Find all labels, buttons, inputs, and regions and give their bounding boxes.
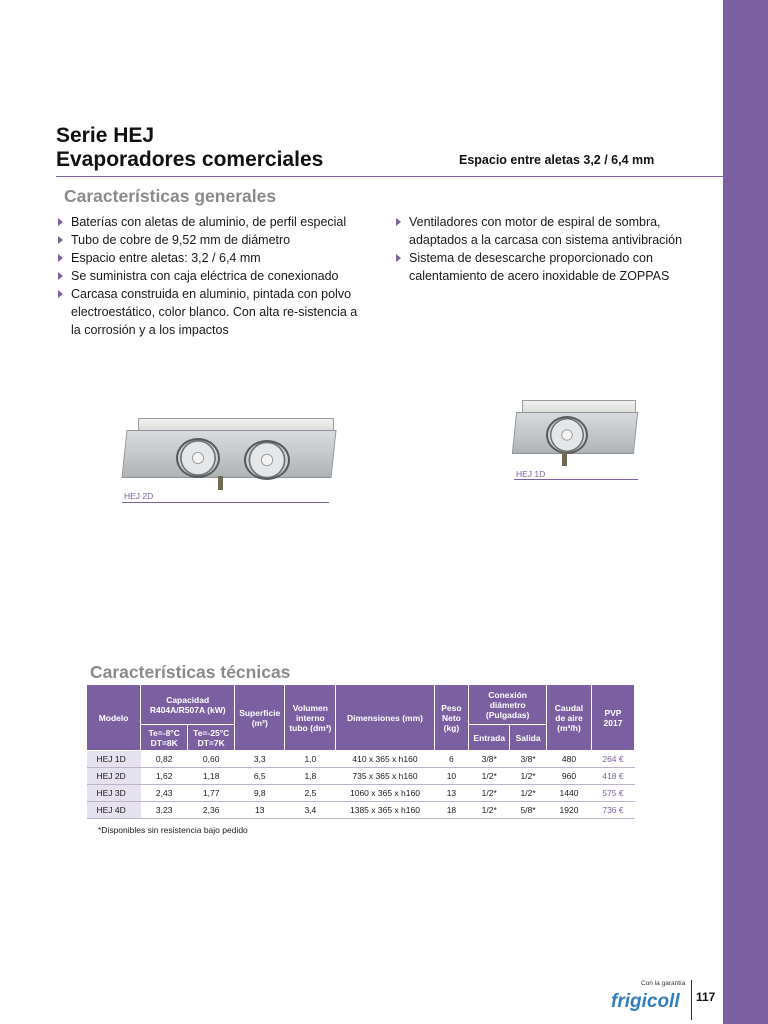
feature-item [56, 285, 366, 339]
frigicoll-logo [609, 984, 687, 1014]
feature-text: Se suministra con caja eléctrica de conexionado [71, 269, 339, 283]
cell-superficie: 13 [235, 802, 285, 819]
cell-peso: 18 [434, 802, 469, 819]
fin-spacing-subtitle: Espacio entre aletas 3,2 / 6,4 mm [459, 153, 655, 167]
cell-te25: 0,60 [188, 751, 235, 768]
cell-entrada: 1/2* [469, 802, 510, 819]
features-list-left [56, 213, 366, 339]
fan-icon [244, 440, 290, 480]
cell-salida: 3/8* [510, 751, 547, 768]
product-caption-hej-1d: HEJ 1D [516, 469, 546, 479]
cell-pvp: 418 € [591, 768, 634, 785]
feature-item [56, 231, 366, 249]
triangle-bullet-icon [396, 218, 401, 226]
feature-item [56, 267, 366, 285]
table-footnote: *Disponibles sin resistencia bajo pedido [98, 825, 248, 835]
cell-volumen: 3,4 [285, 802, 336, 819]
cell-caudal: 480 [546, 751, 591, 768]
cell-te25: 1,18 [188, 768, 235, 785]
page-title-series: Serie HEJ [56, 124, 155, 147]
header-conexion: Conexión diámetro (Pulgadas) [469, 685, 547, 725]
cell-pvp: 575 € [591, 785, 634, 802]
feature-text: Espacio entre aletas: 3,2 / 6,4 mm [71, 251, 261, 265]
cell-caudal: 1440 [546, 785, 591, 802]
feature-item [394, 213, 714, 249]
cell-modelo: HEJ 1D [87, 751, 141, 768]
cell-te8: 2,43 [141, 785, 188, 802]
cell-caudal: 960 [546, 768, 591, 785]
cell-dimensiones: 735 x 365 x h160 [336, 768, 434, 785]
page-title-product: Evaporadores comerciales [56, 148, 324, 171]
cell-modelo: HEJ 2D [87, 768, 141, 785]
header-volumen: Volumen interno tubo (dm³) [285, 685, 336, 751]
cell-dimensiones: 410 x 365 x h160 [336, 751, 434, 768]
cell-superficie: 9,8 [235, 785, 285, 802]
table-row [87, 802, 635, 819]
feature-text: Ventiladores con motor de espiral de sombra, adaptados a la carcasa con sistema antivibración [409, 215, 683, 247]
cell-te25: 1,77 [188, 785, 235, 802]
feature-item [56, 213, 366, 231]
cell-modelo: HEJ 3D [87, 785, 141, 802]
cell-volumen: 1,0 [285, 751, 336, 768]
cell-te8: 0,82 [141, 751, 188, 768]
triangle-bullet-icon [58, 272, 63, 280]
technical-specs-table [86, 684, 635, 819]
table-row [87, 751, 635, 768]
triangle-bullet-icon [396, 254, 401, 262]
feature-text: Tubo de cobre de 9,52 mm de diámetro [71, 233, 291, 247]
side-color-band [723, 0, 768, 1024]
triangle-bullet-icon [58, 290, 63, 298]
brand-logo-text: frigicoll [611, 991, 680, 1012]
cell-peso: 6 [434, 751, 469, 768]
header-entrada: Entrada [469, 725, 510, 751]
triangle-bullet-icon [58, 236, 63, 244]
drain-pipe [562, 452, 567, 466]
drain-pipe [218, 476, 223, 490]
cell-caudal: 1920 [546, 802, 591, 819]
triangle-bullet-icon [58, 254, 63, 262]
cell-volumen: 2,5 [285, 785, 336, 802]
cell-salida: 1/2* [510, 785, 547, 802]
header-caudal: Caudal de aire (m³/h) [546, 685, 591, 751]
fan-icon [176, 438, 220, 478]
cell-salida: 1/2* [510, 768, 547, 785]
header-salida: Salida [510, 725, 547, 751]
cell-modelo: HEJ 4D [87, 802, 141, 819]
features-list-right [394, 213, 714, 285]
header-peso: Peso Neto (kg) [434, 685, 469, 751]
feature-text: Sistema de desescarche proporcionado con calentamiento de acero inoxidable de ZOPPAS [409, 251, 670, 283]
cell-te8: 1,62 [141, 768, 188, 785]
header-cap-te8: Te=-8°C DT=8K [141, 725, 188, 751]
header-dimensiones: Dimensiones (mm) [336, 685, 434, 751]
cell-peso: 13 [434, 785, 469, 802]
page-number-divider [691, 980, 692, 1020]
cell-salida: 5/8* [510, 802, 547, 819]
cell-superficie: 3,3 [235, 751, 285, 768]
triangle-bullet-icon [58, 218, 63, 226]
caption-divider [514, 479, 638, 480]
feature-item [56, 249, 366, 267]
cell-peso: 10 [434, 768, 469, 785]
cell-pvp: 264 € [591, 751, 634, 768]
header-cap-te25: Te=-25°C DT=7K [188, 725, 235, 751]
product-caption-hej-2d: HEJ 2D [124, 491, 154, 501]
header-capacidad: Capacidad R404A/R507A (kW) [141, 685, 235, 725]
technical-features-heading: Características técnicas [90, 662, 291, 682]
cell-superficie: 6,5 [235, 768, 285, 785]
product-image-hej-2d [120, 418, 335, 496]
product-image-hej-1d [510, 400, 638, 468]
feature-item [394, 249, 714, 285]
cell-dimensiones: 1060 x 365 x h160 [336, 785, 434, 802]
cell-te25: 2,36 [188, 802, 235, 819]
cell-te8: 3,23 [141, 802, 188, 819]
guarantee-text: Con la garantía [641, 980, 686, 987]
title-divider [56, 176, 723, 177]
header-superficie: Superficie (m²) [235, 685, 285, 751]
table-row [87, 785, 635, 802]
cell-pvp: 736 € [591, 802, 634, 819]
cell-entrada: 3/8* [469, 751, 510, 768]
caption-divider [122, 502, 329, 503]
fan-icon [546, 416, 588, 454]
unit-casing [121, 430, 336, 478]
cell-dimensiones: 1385 x 365 x h160 [336, 802, 434, 819]
table-row [87, 768, 635, 785]
cell-volumen: 1,8 [285, 768, 336, 785]
header-modelo: Modelo [87, 685, 141, 751]
cell-entrada: 1/2* [469, 785, 510, 802]
header-pvp: PVP 2017 [591, 685, 634, 751]
page-number: 117 [696, 990, 716, 1004]
general-features-heading: Características generales [64, 186, 277, 206]
cell-entrada: 1/2* [469, 768, 510, 785]
feature-text: Baterías con aletas de aluminio, de perfil especial [71, 215, 347, 229]
feature-text: Carcasa construida en aluminio, pintada con polvo electroestático, color blanco. Con alta re-sistencia a la corrosión y a los impactos [71, 287, 358, 337]
title-block [56, 124, 323, 172]
